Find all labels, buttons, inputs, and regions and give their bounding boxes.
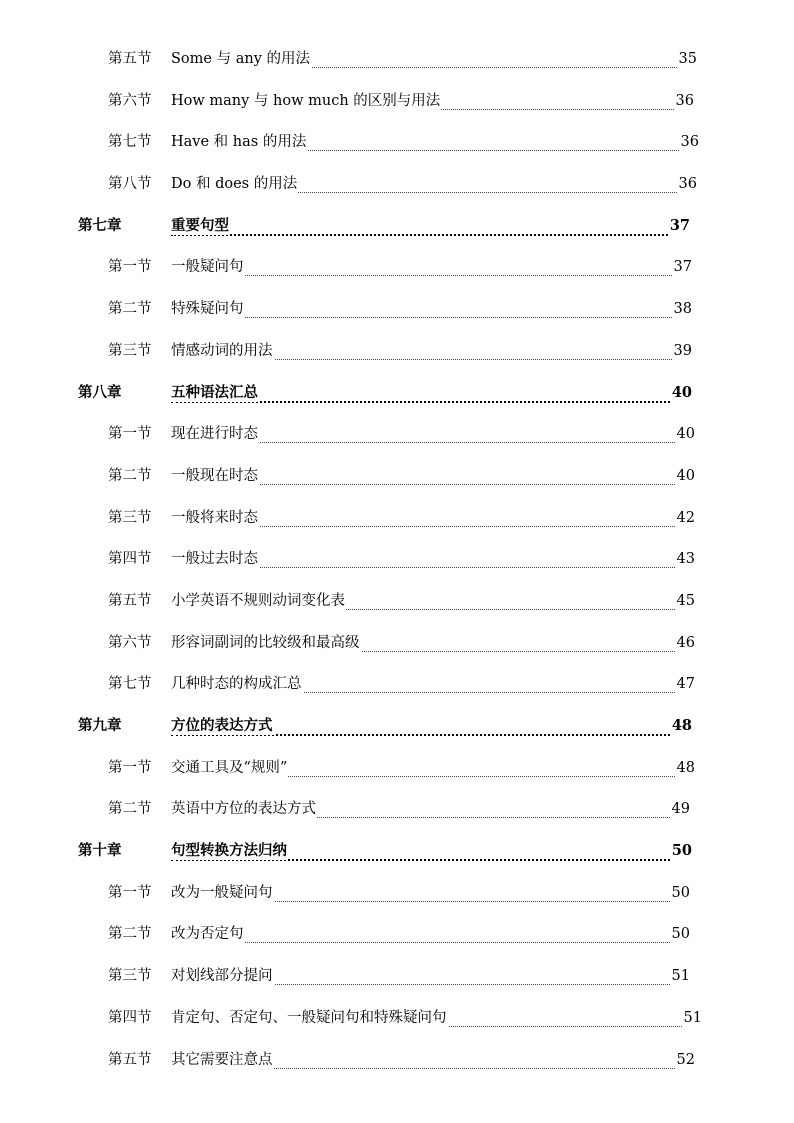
- toc-entry-title: 现在进行时态: [171, 426, 258, 443]
- toc-entry[interactable]: [0, 163, 794, 205]
- toc-entry-page: 40: [671, 383, 692, 401]
- toc-entry[interactable]: [0, 913, 794, 955]
- toc-entry-number: 第八章: [78, 383, 122, 401]
- toc-entry[interactable]: [0, 538, 794, 580]
- toc-chapter-entry[interactable]: [0, 705, 794, 747]
- toc-entry-title: Some 与 any 的用法: [171, 51, 310, 67]
- toc-entry-page: 50: [671, 842, 692, 860]
- toc-entry-title: 方位的表达方式: [171, 717, 273, 734]
- toc-entry-title: 改为一般疑问句: [171, 884, 273, 901]
- toc-entry-page: 48: [671, 717, 692, 734]
- toc-entry-number: 第四节: [108, 1009, 152, 1026]
- toc-entry-page: 39: [673, 342, 692, 359]
- toc-entry-title: 一般过去时态: [171, 551, 258, 568]
- toc-entry-number: 第一节: [108, 259, 152, 276]
- toc-entry[interactable]: [0, 121, 794, 163]
- toc-entry-page: 36: [675, 92, 694, 109]
- toc-entry-page: 45: [676, 592, 695, 609]
- toc-entry[interactable]: [0, 747, 794, 789]
- toc-chapter-entry[interactable]: [0, 372, 794, 414]
- toc-entry-number: 第九章: [78, 717, 122, 734]
- toc-entry-page: 46: [676, 634, 695, 651]
- toc-entry-number: 第十章: [78, 842, 122, 860]
- toc-entry-title: 情感动词的用法: [171, 342, 273, 359]
- toc-entry-page: 40: [676, 426, 695, 443]
- toc-entry[interactable]: [0, 413, 794, 455]
- toc-entry[interactable]: [0, 997, 794, 1039]
- toc-entry-page: 43: [676, 551, 695, 568]
- toc-entry-page: 35: [678, 51, 697, 67]
- dot-leader: [171, 924, 670, 943]
- toc-entry-page: 51: [671, 968, 690, 985]
- toc-entry-page: 37: [669, 216, 690, 234]
- toc-entry-number: 第七节: [108, 134, 152, 151]
- toc-entry-title: 交通工具及“规则”: [171, 759, 288, 776]
- toc-entry-number: 第六节: [108, 634, 152, 651]
- toc-chapter-entry[interactable]: [0, 830, 794, 872]
- toc-entry[interactable]: [0, 80, 794, 122]
- toc-entry-title: 对划线部分提问: [171, 968, 273, 985]
- toc-entry-page: 52: [676, 1051, 695, 1068]
- toc-entry-page: 36: [678, 176, 697, 193]
- toc-entry[interactable]: [0, 872, 794, 914]
- toc-entry-title: Have 和 has 的用法: [171, 134, 307, 151]
- toc-entry[interactable]: [0, 1039, 794, 1081]
- toc-entry-title: 特殊疑问句: [171, 301, 244, 318]
- toc-entry-number: 第一节: [108, 884, 152, 901]
- toc-entry-number: 第五节: [108, 51, 152, 67]
- toc-entry-page: 36: [680, 134, 699, 151]
- toc-entry-title: 英语中方位的表达方式: [171, 801, 316, 818]
- toc-entry-title: 重要句型: [171, 216, 229, 234]
- toc-entry-title: 五种语法汇总: [171, 383, 258, 401]
- toc-entry-number: 第四节: [108, 551, 152, 568]
- toc-entry-number: 第二节: [108, 467, 152, 484]
- toc-chapter-entry[interactable]: [0, 205, 794, 247]
- toc-entry-number: 第二节: [108, 926, 152, 943]
- toc-entry-title: How many 与 how much 的区别与用法: [171, 92, 441, 109]
- toc-entry-number: 第二节: [108, 301, 152, 318]
- toc-entry-number: 第六节: [108, 92, 152, 109]
- dot-leader: [171, 299, 672, 318]
- toc-entry-page: 40: [676, 467, 695, 484]
- toc-entry-number: 第三节: [108, 342, 152, 359]
- toc-entry-title: 一般将来时态: [171, 509, 258, 526]
- toc-entry[interactable]: [0, 455, 794, 497]
- toc-entry-title: Do 和 does 的用法: [171, 176, 298, 193]
- toc-entry[interactable]: [0, 663, 794, 705]
- toc-entry-page: 47: [676, 676, 695, 693]
- toc-entry-page: 48: [676, 759, 695, 776]
- toc-entry[interactable]: [0, 955, 794, 997]
- toc-entry-number: 第七章: [78, 216, 122, 234]
- toc-entry-title: 其它需要注意点: [171, 1051, 273, 1068]
- toc-entry-title: 小学英语不规则动词变化表: [171, 592, 345, 609]
- toc-entry-title: 一般疑问句: [171, 259, 244, 276]
- dot-leader: [171, 257, 672, 276]
- toc-entry[interactable]: [0, 288, 794, 330]
- toc-entry[interactable]: [0, 497, 794, 539]
- toc-entry-title: 肯定句、否定句、一般疑问句和特殊疑问句: [171, 1009, 447, 1026]
- toc-entry[interactable]: [0, 38, 794, 80]
- toc-entry[interactable]: [0, 580, 794, 622]
- toc-entry[interactable]: [0, 330, 794, 372]
- table-of-contents: [0, 38, 794, 1080]
- toc-entry-page: 38: [673, 301, 692, 318]
- toc-entry-page: 50: [671, 884, 690, 901]
- toc-entry-title: 几种时态的构成汇总: [171, 676, 302, 693]
- toc-entry-number: 第三节: [108, 509, 152, 526]
- toc-entry-page: 42: [676, 509, 695, 526]
- toc-entry-number: 第一节: [108, 426, 152, 443]
- toc-entry[interactable]: [0, 788, 794, 830]
- toc-entry-number: 第五节: [108, 592, 152, 609]
- toc-entry-number: 第七节: [108, 676, 152, 693]
- toc-entry-title: 一般现在时态: [171, 467, 258, 484]
- toc-entry-page: 37: [673, 259, 692, 276]
- toc-entry-number: 第三节: [108, 968, 152, 985]
- dot-leader: [171, 216, 668, 236]
- toc-entry-title: 形容词副词的比较级和最高级: [171, 634, 360, 651]
- toc-entry-number: 第一节: [108, 759, 152, 776]
- toc-entry[interactable]: [0, 622, 794, 664]
- toc-entry-page: 51: [683, 1009, 702, 1026]
- toc-entry-number: 第五节: [108, 1051, 152, 1068]
- toc-entry-title: 句型转换方法归纳: [171, 842, 287, 860]
- toc-entry-number: 第二节: [108, 801, 152, 818]
- toc-entry-title: 改为否定句: [171, 926, 244, 943]
- toc-entry-page: 49: [671, 801, 690, 818]
- toc-entry[interactable]: [0, 246, 794, 288]
- toc-entry-number: 第八节: [108, 176, 152, 193]
- toc-entry-page: 50: [671, 926, 690, 943]
